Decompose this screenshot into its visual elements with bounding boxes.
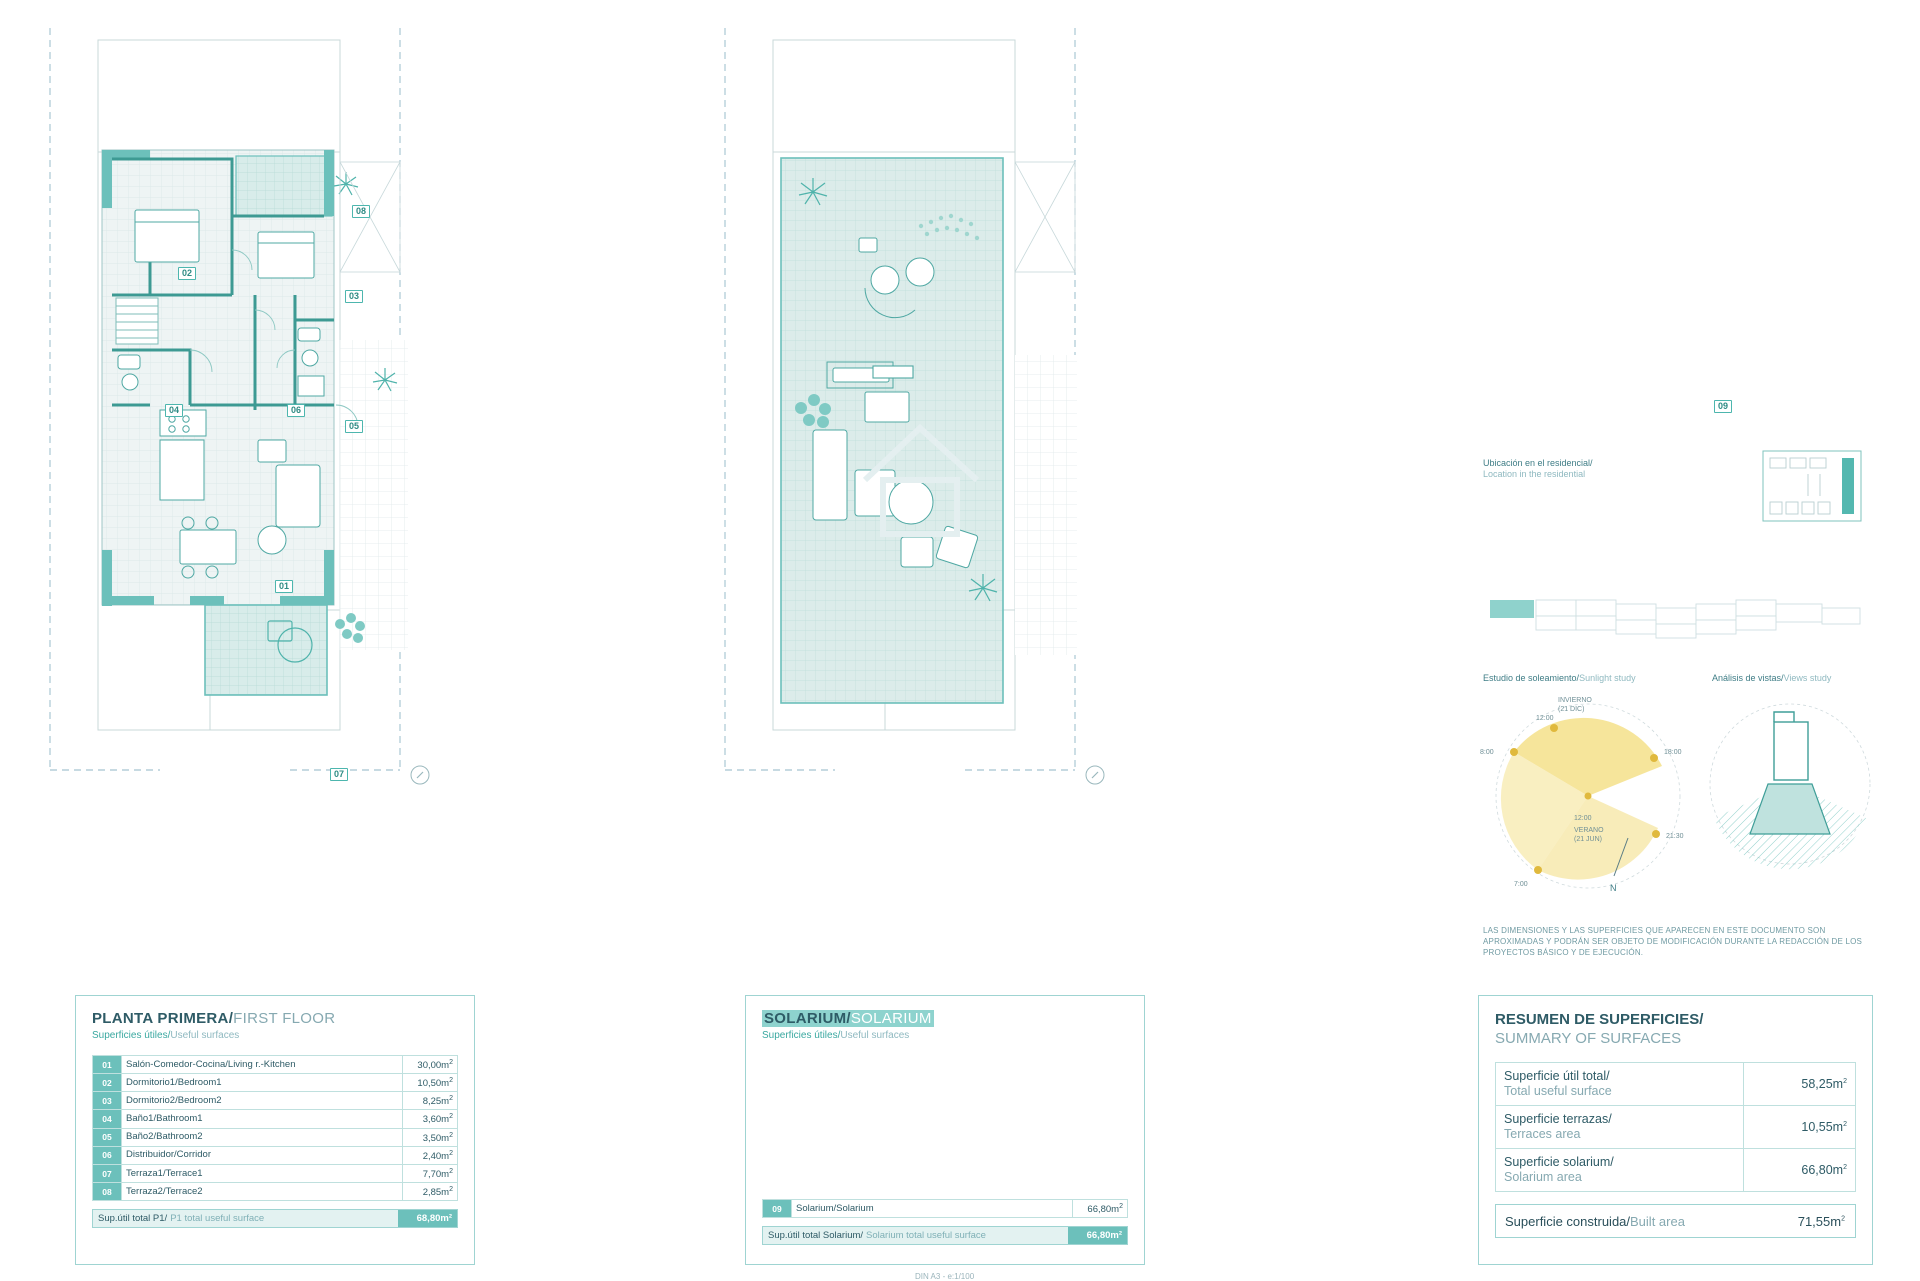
sun-time-1200s: 12:00 — [1574, 815, 1592, 822]
built-area-row — [1495, 1204, 1856, 1238]
row-code: 03 — [93, 1092, 122, 1110]
views-diagram — [1690, 688, 1890, 888]
first-floor-subtitle-es: Superficies útiles/ — [92, 1030, 171, 1041]
sun-time-2130: 21:30 — [1666, 833, 1684, 840]
sun-time-1200w: 12:00 — [1536, 715, 1554, 722]
table-row — [93, 1183, 458, 1201]
built-label-es: Superficie construida/ — [1505, 1213, 1631, 1229]
table-row — [93, 1128, 458, 1146]
first-floor-subtitle-en: Useful surfaces — [170, 1030, 240, 1041]
row-name: Dormitorio2/Bedroom2 — [122, 1092, 403, 1110]
row-value: $10,50m^2$ — [403, 1074, 458, 1092]
first-floor-total-value: 68,80m² — [398, 1210, 457, 1227]
first-floor-surface-table — [92, 1055, 458, 1201]
table-row — [93, 1164, 458, 1182]
room-tag-03: 03 — [345, 290, 363, 303]
solarium-surface-table — [762, 1199, 1128, 1218]
first-floor-title-en: FIRST FLOOR — [233, 1010, 336, 1027]
disclaimer-text: LAS DIMENSIONES Y LAS SUPERFICIES QUE APARECEN EN ESTE DOCUMENTO SON APROXIMADAS Y PODRÁN SER OBJETO DE MODIFICACIÓN DURANTE LA REDACCIÓN DE LOS PROYECTOS BÁSICO Y DE EJECUCIÓN. — [1483, 926, 1863, 957]
room-tag-06: 06 — [287, 404, 305, 417]
row-code: 01 — [93, 1056, 122, 1074]
summary-box — [1478, 995, 1873, 1265]
summary-row-label: Superficie útil total/ Total useful surface — [1496, 1063, 1744, 1106]
summary-row-value: $58,25m^2$ — [1744, 1063, 1856, 1106]
row-value: $66,80m^2$ — [1073, 1200, 1128, 1218]
location-key-plan — [1762, 450, 1862, 530]
row-name: Baño2/Bathroom2 — [122, 1128, 403, 1146]
views-title-en: Views study — [1783, 673, 1832, 683]
winter-label: INVIERNO — [1558, 697, 1592, 704]
row-value: $2,85m^2$ — [403, 1183, 458, 1201]
table-row — [93, 1092, 458, 1110]
table-row — [763, 1200, 1128, 1218]
sun-time-0700: 7:00 — [1514, 881, 1528, 888]
first-floor-total-label-en: P1 total useful surface — [170, 1213, 265, 1225]
table-row — [93, 1146, 458, 1164]
row-code: 05 — [93, 1128, 122, 1146]
room-tag-01: 01 — [275, 580, 293, 593]
winter-date: (21 DIC) — [1558, 706, 1585, 713]
summer-date: (21 JUN) — [1574, 836, 1603, 843]
room-tag-05: 05 — [345, 420, 363, 433]
row-value: $7,70m^2$ — [403, 1164, 458, 1182]
summary-row-label: Superficie terrazas/ Terraces area — [1496, 1106, 1744, 1149]
table-row — [93, 1056, 458, 1074]
row-code: 06 — [93, 1146, 122, 1164]
views-study-title — [1712, 673, 1831, 683]
summary-title — [1495, 1010, 1856, 1048]
sunlight-title-es: Estudio de soleamiento/ — [1483, 673, 1580, 683]
row-code: 09 — [763, 1200, 792, 1218]
first-floor-title-es: PLANTA PRIMERA/ — [92, 1010, 234, 1027]
scale-note: DIN A3 - e:1/100 — [915, 1272, 975, 1281]
built-label-en: Built area — [1630, 1213, 1685, 1229]
row-name: Distribuidor/Corridor — [122, 1146, 403, 1164]
summary-row-value: $10,55m^2$ — [1744, 1106, 1856, 1149]
row-name: Baño1/Bathroom1 — [122, 1110, 403, 1128]
solarium-subtitle-es: Superficies útiles/ — [762, 1030, 841, 1041]
row-code: 04 — [93, 1110, 122, 1128]
row-name: Solarium/Solarium — [792, 1200, 1073, 1218]
sunlight-title-en: Sunlight study — [1579, 673, 1636, 683]
table-row — [93, 1074, 458, 1092]
table-row — [1496, 1063, 1856, 1106]
sun-time-0800: 8:00 — [1480, 749, 1494, 756]
solarium-title-es: SOLARIUM/ — [764, 1010, 851, 1027]
room-tag-04: 04 — [165, 404, 183, 417]
summary-title-es: RESUMEN DE SUPERFICIES/ — [1495, 1011, 1704, 1028]
solarium-total-value: 66,80m² — [1068, 1227, 1127, 1244]
row-code: 07 — [93, 1164, 122, 1182]
first-floor-subtitle — [92, 1030, 458, 1041]
solarium-legend — [745, 995, 1145, 1265]
summer-label: VERANO — [1574, 827, 1604, 834]
summary-title-en: SUMMARY OF SURFACES — [1495, 1030, 1682, 1047]
solarium-total-label-en: Solarium total useful surface — [866, 1230, 986, 1242]
sunlight-study-title — [1483, 673, 1636, 683]
summary-row-value: $66,80m^2$ — [1744, 1149, 1856, 1192]
row-value: $3,50m^2$ — [403, 1128, 458, 1146]
row-name: Terraza2/Terrace2 — [122, 1183, 403, 1201]
row-value: $8,25m^2$ — [403, 1092, 458, 1110]
sunlight-diagram — [1478, 688, 1698, 903]
room-tag-07: 07 — [330, 768, 348, 781]
summary-table — [1495, 1062, 1856, 1192]
row-value: $2,40m^2$ — [403, 1146, 458, 1164]
location-label-es: Ubicación en el residencial/ — [1483, 458, 1593, 468]
solarium-title-en: SOLARIUM — [850, 1010, 932, 1027]
first-floor-total-label-es: Sup.útil total P1/ — [98, 1213, 168, 1225]
row-code: 08 — [93, 1183, 122, 1201]
room-tag-08: 08 — [352, 205, 370, 218]
built-value: 71,55m — [1797, 1213, 1842, 1229]
first-floor-legend — [75, 995, 475, 1265]
north-label: N — [1610, 883, 1617, 893]
solarium-total-row — [762, 1226, 1128, 1245]
location-label-en: Location in the residential — [1483, 469, 1586, 479]
row-name: Dormitorio1/Bedroom1 — [122, 1074, 403, 1092]
first-floor-title — [92, 1010, 458, 1027]
table-row — [1496, 1106, 1856, 1149]
solarium-title — [762, 1010, 1128, 1027]
views-title-es: Análisis de vistas/ — [1712, 673, 1784, 683]
summary-row-label: Superficie solarium/ Solarium area — [1496, 1149, 1744, 1192]
location-label — [1483, 458, 1683, 480]
room-tag-02: 02 — [178, 267, 196, 280]
table-row — [93, 1110, 458, 1128]
row-code: 02 — [93, 1074, 122, 1092]
sun-time-1800: 18:00 — [1664, 749, 1682, 756]
row-value: $3,60m^2$ — [403, 1110, 458, 1128]
table-row — [1496, 1149, 1856, 1192]
solarium-subtitle — [762, 1030, 1128, 1041]
row-name: Terraza1/Terrace1 — [122, 1164, 403, 1182]
built-unit: 2 — [1841, 1215, 1845, 1223]
solarium-subtitle-en: Useful surfaces — [840, 1030, 910, 1041]
solarium-total-label-es: Sup.útil total Solarium/ — [768, 1230, 864, 1242]
row-name: Salón-Comedor-Cocina/Living r.-Kitchen — [122, 1056, 403, 1074]
solarium-drawing — [715, 10, 1235, 800]
block-diagram — [1478, 594, 1868, 644]
room-tag-09: 09 — [1714, 400, 1732, 413]
row-value: $30,00m^2$ — [403, 1056, 458, 1074]
first-floor-total-row — [92, 1209, 458, 1228]
